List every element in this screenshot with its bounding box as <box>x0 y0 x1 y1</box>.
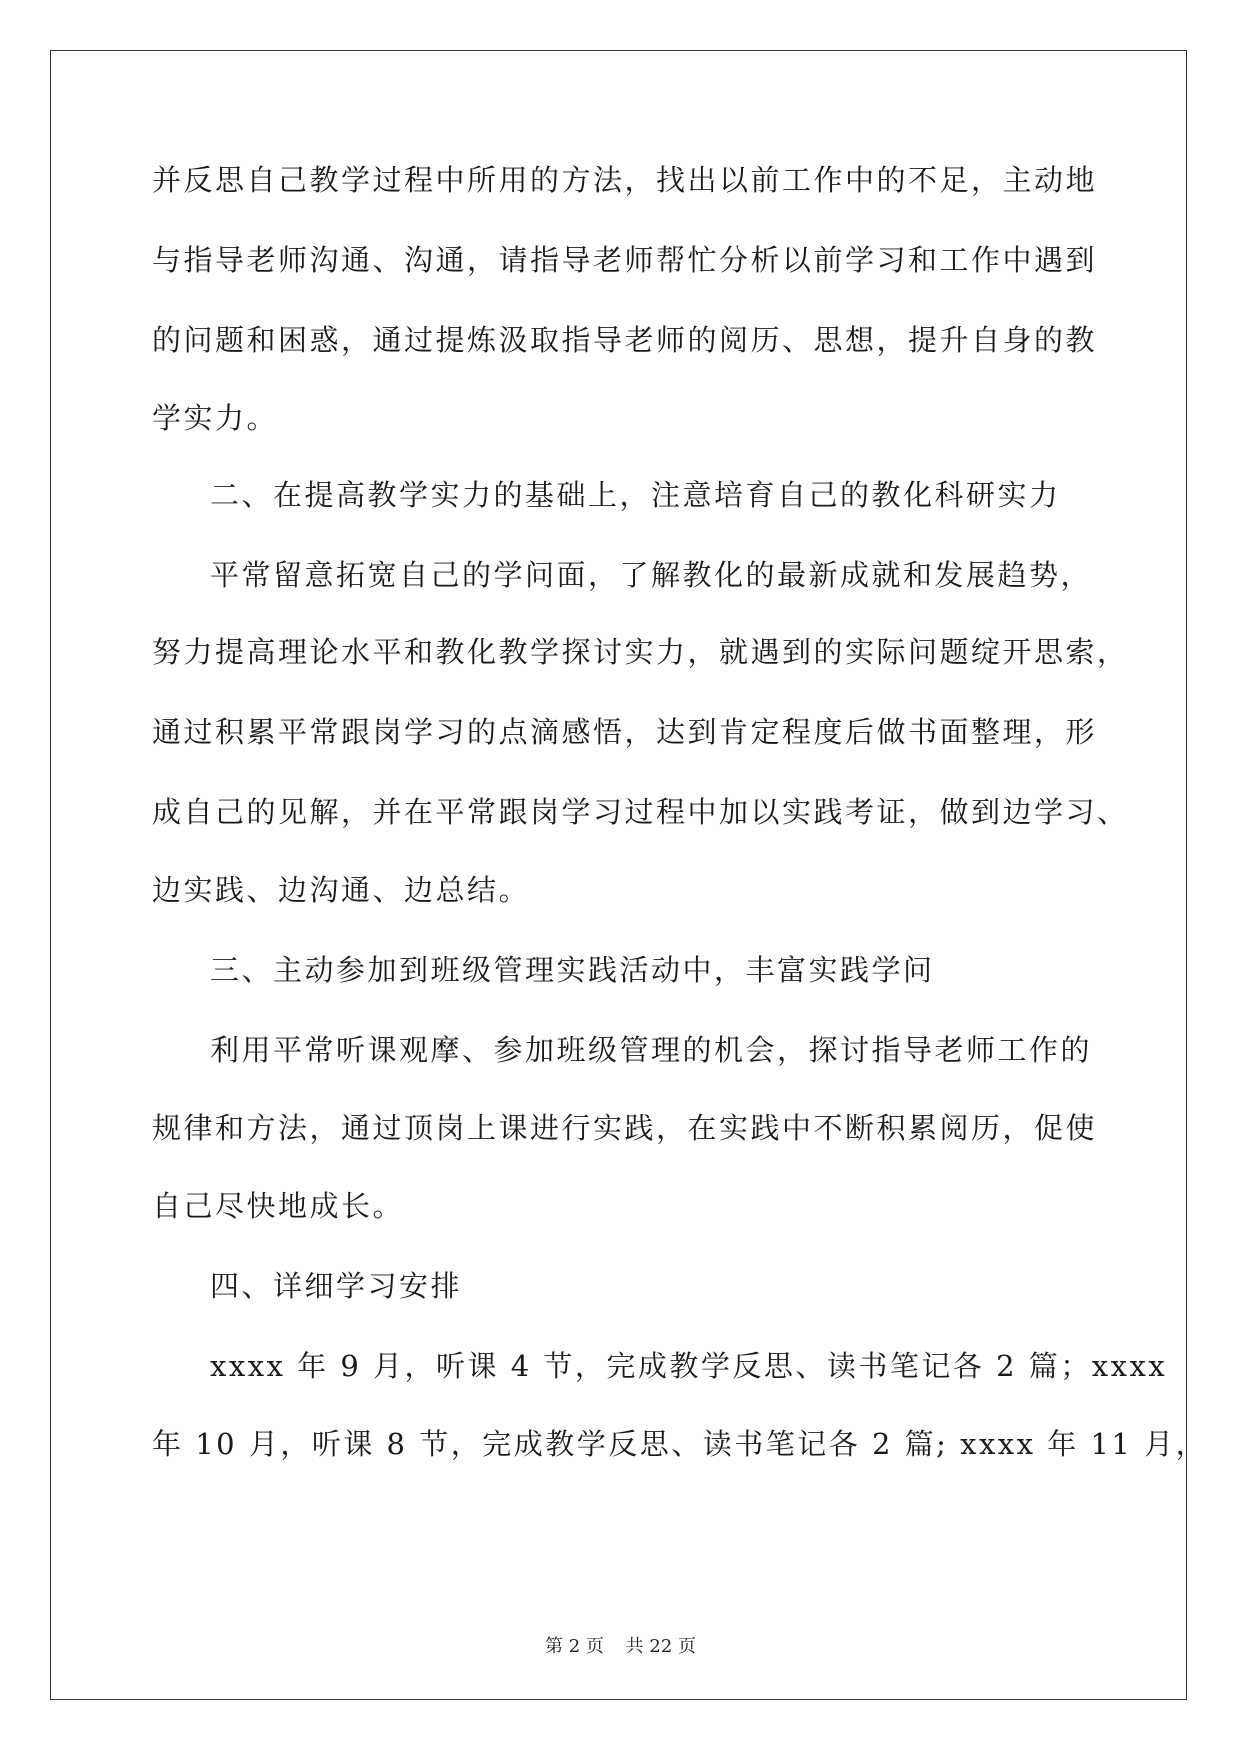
page-total: 共 22 页 <box>625 1636 696 1657</box>
page-footer <box>0 1632 1241 1658</box>
section-heading: 三、主动参加到班级管理实践活动中，丰富实践学问 <box>210 953 935 987</box>
text-line: 成自己的见解，并在平常跟岗学习过程中加以实践考证，做到边学习、 <box>152 795 1129 829</box>
text-line: 并反思自己教学过程中所用的方法，找出以前工作中的不足，主动地 <box>152 163 1098 197</box>
text-line: 年 10 月，听课 8 节，完成教学反思、读书笔记各 2 篇; xxxx 年 11 月， <box>152 1427 1208 1461</box>
text-line: xxxx 年 9 月，听课 4 节，完成教学反思、读书笔记各 2 篇；xxxx <box>210 1349 1168 1383</box>
section-heading: 四、详细学习安排 <box>210 1269 463 1303</box>
text-line: 平常留意拓宽自己的学问面，了解教化的最新成就和发展趋势， <box>210 558 1093 592</box>
text-line: 学实力。 <box>152 401 279 435</box>
text-line: 努力提高理论水平和教化教学探讨实力，就遇到的实际问题绽开思索， <box>152 635 1129 669</box>
section-heading: 二、在提高教学实力的基础上，注意培育自己的教化科研实力 <box>210 478 1061 512</box>
text-line: 规律和方法，通过顶岗上课进行实践，在实践中不断积累阅历，促使 <box>152 1111 1098 1145</box>
text-line: 自己尽快地成长。 <box>152 1189 405 1223</box>
text-line: 的问题和困惑，通过提炼汲取指导老师的阅历、思想，提升自身的教 <box>152 323 1098 357</box>
text-line: 通过积累平常跟岗学习的点滴感悟，达到肯定程度后做书面整理，形 <box>152 715 1098 749</box>
text-line: 与指导老师沟通、沟通，请指导老师帮忙分析以前学习和工作中遇到 <box>152 243 1098 277</box>
page-number: 第 2 页 <box>545 1636 604 1657</box>
text-line: 利用平常听课观摩、参加班级管理的机会，探讨指导老师工作的 <box>210 1033 1093 1067</box>
text-line: 边实践、边沟通、边总结。 <box>152 873 531 907</box>
